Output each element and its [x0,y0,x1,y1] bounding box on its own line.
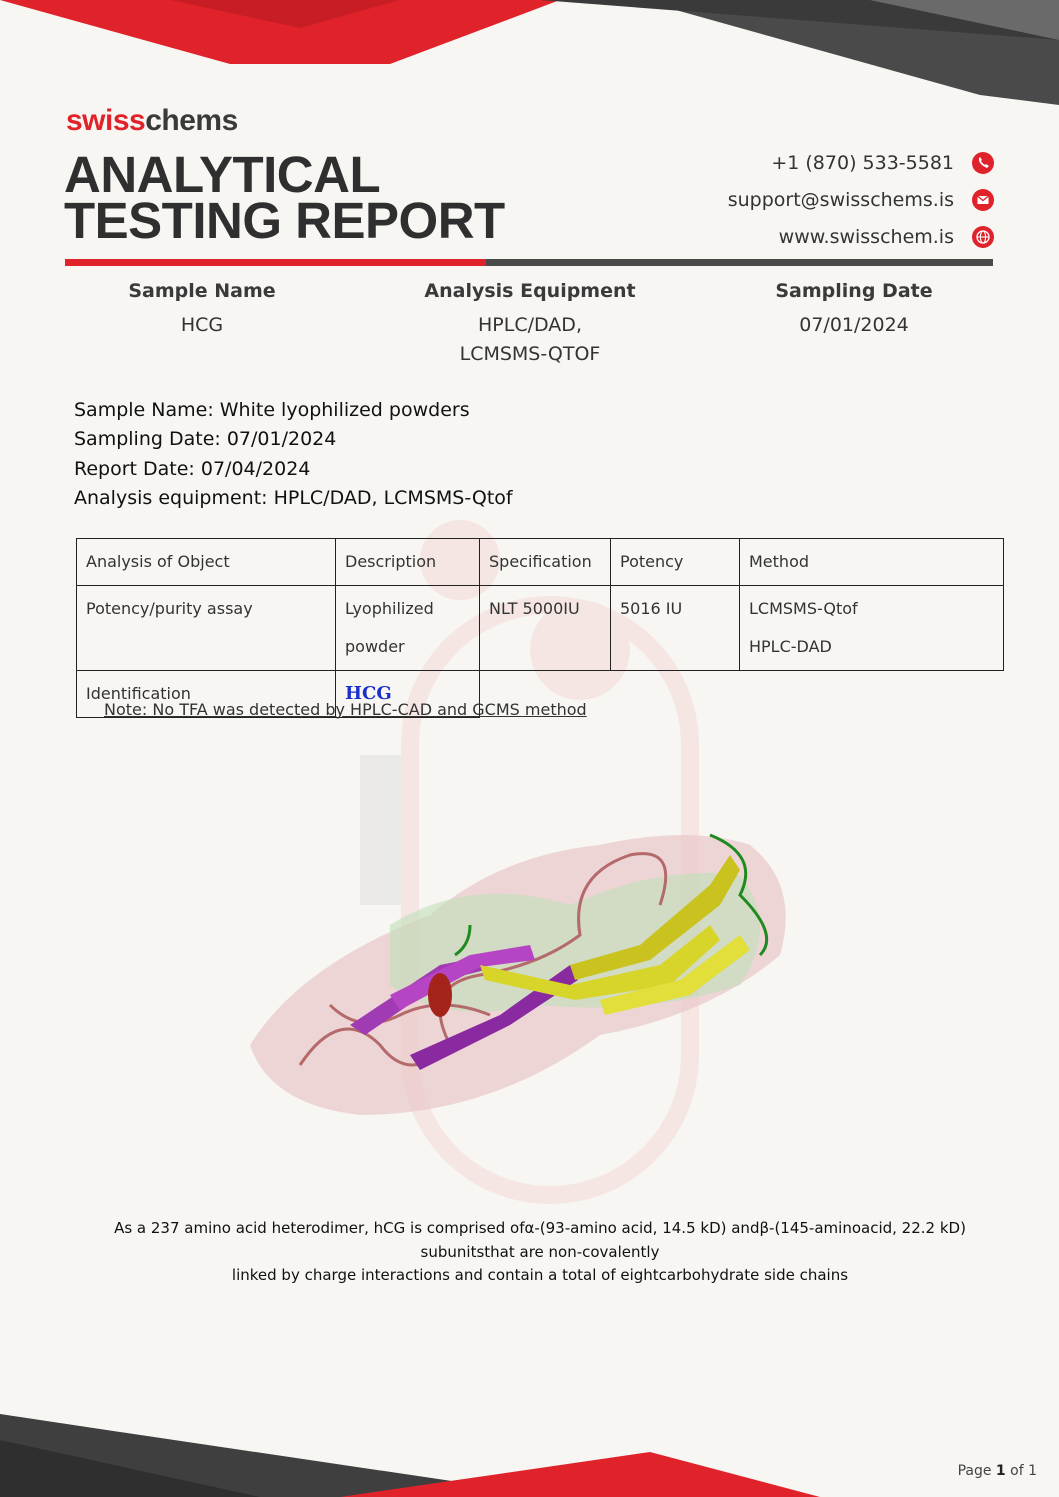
cell-method [740,586,1004,671]
header-divider [65,259,993,266]
results-table [76,538,1004,718]
protein-structure-image [240,815,800,1125]
bottom-red-band [340,1452,820,1497]
header-cell: Description [336,539,480,586]
email-text: support@swisschems.is [727,188,954,211]
cell-description [336,586,480,671]
equipment-value-line2: LCMSMS-QTOF [459,343,601,365]
cell-specification: NLT 5000IU [480,586,611,671]
sample-name-label: Sample Name [128,280,276,302]
logo-dark-part: chems [145,104,238,137]
cell-potency: 5016 IU [611,586,740,671]
caption-line2: subunitsthat are non-covalently [420,1242,660,1261]
sampling-date-label: Sampling Date [775,280,933,302]
cell-identification-result: HCG [336,671,480,718]
cell-identification: Identification [77,671,336,718]
summary-sampling-date [756,280,952,340]
phone-icon [972,152,994,174]
logo-red-part: swiss [66,104,146,137]
detail-sampling-date: Sampling Date: 07/01/2024 [74,428,337,451]
globe-icon [972,226,994,248]
header-cell: Method [740,539,1004,586]
sampling-date-value: 07/01/2024 [799,314,909,336]
tfa-note: Note: No TFA was detected by HPLC-CAD and GCMS method [104,700,587,719]
sample-name-value: HCG [180,314,224,336]
description-line1: Lyophilized [345,599,434,618]
table-row [77,586,1004,671]
header-cell: Specification [480,539,611,586]
table-header-row [77,539,1004,586]
detail-equipment: Analysis equipment: HPLC/DAD, LCMSMS-Qtof [74,486,513,509]
title-line-2: TESTING REPORT [64,192,505,249]
cell-object: Potency/purity assay [77,586,336,671]
page-number: Page 1 of 1 [957,1463,1037,1479]
sample-details [74,396,513,513]
contact-email [728,181,994,218]
header-cell: Analysis of Object [77,539,336,586]
brand-logo [66,104,238,138]
summary-equipment [410,280,650,369]
equipment-value-line1: HPLC/DAD, [478,314,582,336]
contact-phone [728,144,994,181]
title-line-1: ANALYTICAL [64,146,381,203]
structure-caption [80,1217,1000,1288]
description-line2: powder [345,637,405,656]
detail-sample-name: Sample Name: White lyophilized powders [74,399,470,421]
method-line2: HPLC-DAD [749,637,832,656]
phone-text: +1 (870) 533-5581 [771,151,954,174]
equipment-label: Analysis Equipment [424,280,636,302]
report-title [64,146,505,249]
contact-block [728,144,994,255]
email-icon [972,189,994,211]
website-text: www.swisschem.is [778,225,954,248]
summary-sample-name [112,280,292,340]
caption-line3: linked by charge interactions and contain a total of eightcarbohydrate side chains [231,1266,849,1284]
detail-report-date: Report Date: 07/04/2024 [74,457,311,480]
caption-line1: As a 237 amino acid heterodimer, hCG is comprised ofα-(93-amino acid, 14.5 kD) andβ-(145-aminoacid, 22.2 kD) [114,1219,966,1237]
header-cell: Potency [611,539,740,586]
method-line1: LCMSMS-Qtof [749,599,858,618]
contact-website [728,218,994,255]
